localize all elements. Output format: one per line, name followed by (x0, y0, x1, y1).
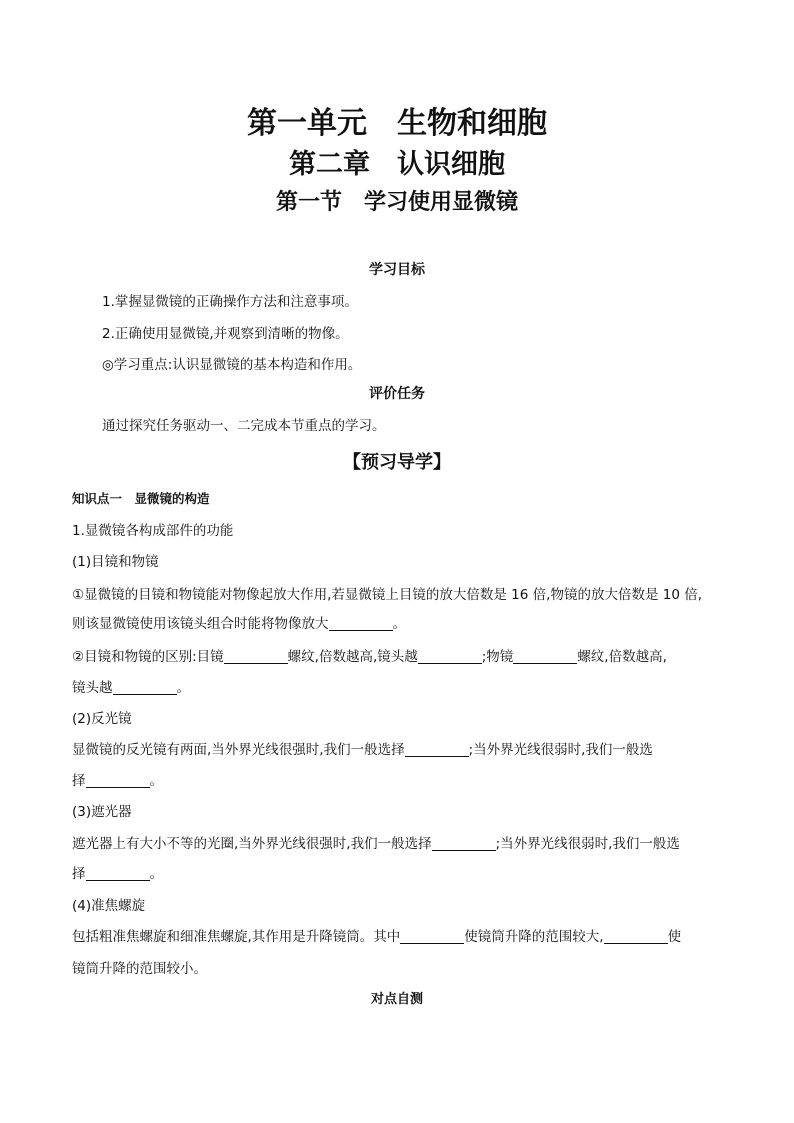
eyepiece-line1: ①显微镜的目镜和物镜能对物像起放大作用,若显微镜上目镜的放大倍数是 16 倍,物镜的放大倍数是 10 倍, (72, 587, 702, 603)
answer-blank[interactable] (329, 616, 393, 631)
diaphragm-title: (3)遮光器 (72, 804, 132, 820)
mirror-line2 (72, 769, 163, 789)
section-title: 第一节 学习使用显微镜 (275, 189, 518, 215)
text: 使 (667, 929, 682, 945)
text: ②目镜和物镜的区别:目镜 (72, 649, 224, 665)
goals-heading: 学习目标 (369, 262, 425, 278)
answer-blank[interactable] (86, 866, 150, 881)
chapter-title: 第二章 认识细胞 (289, 149, 505, 180)
text: 。 (176, 680, 190, 696)
text: ;当外界光线很弱时,我们一般选 (495, 836, 680, 852)
eyepiece-line2 (72, 612, 406, 632)
knowledge-heading: 知识点一 显微镜的构造 (72, 491, 210, 506)
focus-knob-title: (4)准焦螺旋 (72, 898, 146, 914)
focus-knob-line2: 镜筒升降的范围较小。 (72, 961, 207, 977)
unit-title: 第一单元 生物和细胞 (247, 106, 547, 141)
diaphragm-line1 (72, 832, 680, 852)
answer-blank[interactable] (86, 773, 150, 788)
goal-item-1: 1.掌握显微镜的正确操作方法和注意事项。 (102, 294, 358, 310)
focus-knob-line1 (72, 925, 681, 945)
text: 。 (149, 866, 163, 882)
text: 。 (149, 773, 163, 789)
text: 择 (72, 866, 86, 882)
goal-item-2: 2.正确使用显微镜,并观察到清晰的物像。 (102, 326, 349, 342)
text: 择 (72, 773, 86, 789)
answer-blank[interactable] (604, 929, 668, 944)
text: 螺纹,倍数越高, (577, 649, 667, 665)
goal-item-key-point: ◎学习重点:认识显微镜的基本构造和作用。 (102, 357, 362, 373)
text: 则该显微镜使用该镜头组合时能将物像放大 (72, 616, 329, 632)
answer-blank[interactable] (432, 836, 496, 851)
text: 显微镜的反光镜有两面,当外界光线很强时,我们一般选择 (72, 742, 405, 758)
eyepiece-line4 (72, 676, 190, 696)
answer-blank[interactable] (405, 742, 469, 757)
tasks-heading: 评价任务 (369, 386, 425, 402)
text: 螺纹,倍数越高,镜头越 (287, 649, 418, 665)
text: 镜头越 (72, 680, 113, 696)
text: ;当外界光线很弱时,我们一般选 (468, 742, 653, 758)
eyepiece-objective-title: (1)目镜和物镜 (72, 554, 159, 570)
mirror-line1 (72, 738, 653, 758)
preview-banner: 【预习导学】 (343, 452, 451, 473)
text: ;物镜 (481, 649, 514, 665)
self-test-heading: 对点自测 (370, 992, 423, 1007)
knowledge-sub1: 1.显微镜各构成部件的功能 (72, 523, 234, 539)
text: 。 (392, 616, 406, 632)
answer-blank[interactable] (513, 649, 577, 664)
mirror-title: (2)反光镜 (72, 711, 132, 727)
answer-blank[interactable] (224, 649, 288, 664)
eyepiece-line3 (72, 645, 667, 665)
answer-blank[interactable] (113, 680, 177, 695)
text: 使镜筒升降的范围较大, (464, 929, 604, 945)
text: 遮光器上有大小不等的光圈,当外界光线很强时,我们一般选择 (72, 836, 432, 852)
text: 包括粗准焦螺旋和细准焦螺旋,其作用是升降镜筒。其中 (72, 929, 401, 945)
tasks-text: 通过探究任务驱动一、二完成本节重点的学习。 (102, 418, 386, 434)
answer-blank[interactable] (418, 649, 482, 664)
answer-blank[interactable] (400, 929, 464, 944)
diaphragm-line2 (72, 862, 163, 882)
